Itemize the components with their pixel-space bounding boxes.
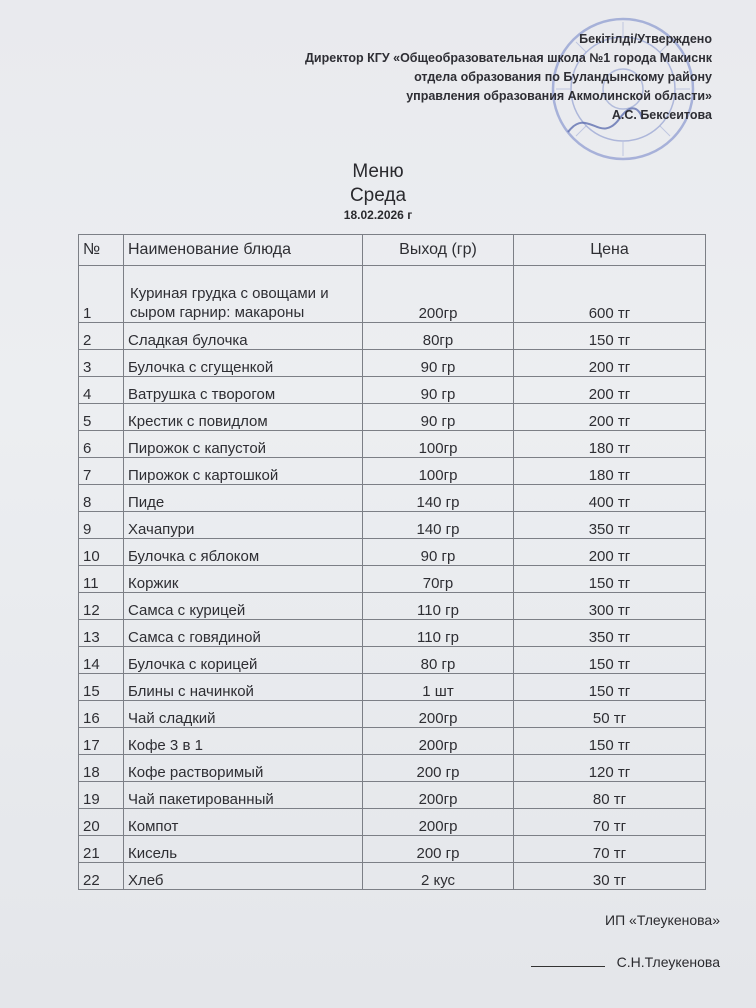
approval-block bbox=[305, 30, 712, 125]
row-number: 14 bbox=[79, 647, 124, 674]
price: 200 тг bbox=[514, 350, 706, 377]
price: 120 тг bbox=[514, 755, 706, 782]
price: 70 тг bbox=[514, 809, 706, 836]
dish-name: Хачапури bbox=[124, 512, 363, 539]
portion-size: 140 гр bbox=[363, 512, 514, 539]
dish-name: Кофе растворимый bbox=[124, 755, 363, 782]
column-header-portion: Выход (гр) bbox=[363, 235, 514, 266]
row-number: 5 bbox=[79, 404, 124, 431]
price: 50 тг bbox=[514, 701, 706, 728]
row-number: 7 bbox=[79, 458, 124, 485]
dish-name: Пирожок с картошкой bbox=[124, 458, 363, 485]
portion-size: 1 шт bbox=[363, 674, 514, 701]
dish-name: Коржик bbox=[124, 566, 363, 593]
table-row bbox=[79, 755, 706, 782]
portion-size: 110 гр bbox=[363, 593, 514, 620]
price: 80 тг bbox=[514, 782, 706, 809]
dish-name: Пиде bbox=[124, 485, 363, 512]
signature-name: С.Н.Тлеукенова bbox=[616, 954, 720, 970]
dish-name: Сладкая булочка bbox=[124, 323, 363, 350]
table-row bbox=[79, 512, 706, 539]
menu-title-block bbox=[0, 160, 756, 222]
row-number: 6 bbox=[79, 431, 124, 458]
department-line: отдела образования по Буландынскому району bbox=[414, 70, 712, 84]
table-row bbox=[79, 539, 706, 566]
dish-name: Булочка с яблоком bbox=[124, 539, 363, 566]
portion-size: 200гр bbox=[363, 809, 514, 836]
menu-table bbox=[78, 234, 706, 890]
dish-name: Кисель bbox=[124, 836, 363, 863]
price: 150 тг bbox=[514, 647, 706, 674]
table-row bbox=[79, 593, 706, 620]
director-name: А.С. Бексеитова bbox=[611, 108, 712, 122]
table-row bbox=[79, 431, 706, 458]
portion-size: 2 кус bbox=[363, 863, 514, 890]
portion-size: 70гр bbox=[363, 566, 514, 593]
table-row bbox=[79, 620, 706, 647]
signature-organization: ИП «Тлеукенова» bbox=[605, 912, 720, 928]
administration-line: управления образования Акмолинской области» bbox=[406, 89, 712, 103]
dish-name: Самса с говядиной bbox=[124, 620, 363, 647]
dish-name: Хлеб bbox=[124, 863, 363, 890]
price: 70 тг bbox=[514, 836, 706, 863]
signature-line bbox=[531, 954, 720, 970]
price: 200 тг bbox=[514, 404, 706, 431]
dish-name: Булочка с сгущенкой bbox=[124, 350, 363, 377]
portion-size: 200гр bbox=[363, 701, 514, 728]
price: 600 тг bbox=[514, 266, 706, 323]
menu-date: 18.02.2026 г bbox=[343, 208, 413, 222]
table-row bbox=[79, 323, 706, 350]
price: 200 тг bbox=[514, 377, 706, 404]
row-number: 11 bbox=[79, 566, 124, 593]
portion-size: 90 гр bbox=[363, 404, 514, 431]
row-number: 18 bbox=[79, 755, 124, 782]
portion-size: 90 гр bbox=[363, 539, 514, 566]
dish-name: Ватрушка с творогом bbox=[124, 377, 363, 404]
table-row bbox=[79, 377, 706, 404]
row-number: 2 bbox=[79, 323, 124, 350]
price: 150 тг bbox=[514, 323, 706, 350]
menu-title: Меню bbox=[352, 161, 404, 182]
price: 350 тг bbox=[514, 512, 706, 539]
director-line: Директор КГУ «Общеобразовательная школа №1 города Макиснк bbox=[305, 51, 712, 65]
row-number: 21 bbox=[79, 836, 124, 863]
row-number: 9 bbox=[79, 512, 124, 539]
signature-blank bbox=[531, 966, 605, 967]
portion-size: 110 гр bbox=[363, 620, 514, 647]
dish-name: Куриная грудка с овощами и сыром гарнир: макароны bbox=[124, 266, 363, 323]
menu-table-body bbox=[79, 266, 706, 890]
row-number: 4 bbox=[79, 377, 124, 404]
row-number: 15 bbox=[79, 674, 124, 701]
dish-name: Чай сладкий bbox=[124, 701, 363, 728]
dish-name: Самса с курицей bbox=[124, 593, 363, 620]
row-number: 17 bbox=[79, 728, 124, 755]
price: 150 тг bbox=[514, 566, 706, 593]
row-number: 16 bbox=[79, 701, 124, 728]
table-row bbox=[79, 485, 706, 512]
table-header-row bbox=[79, 235, 706, 266]
table-row bbox=[79, 674, 706, 701]
portion-size: 80 гр bbox=[363, 647, 514, 674]
table-row bbox=[79, 647, 706, 674]
dish-name: Компот bbox=[124, 809, 363, 836]
column-header-price: Цена bbox=[514, 235, 706, 266]
price: 300 тг bbox=[514, 593, 706, 620]
portion-size: 200 гр bbox=[363, 836, 514, 863]
menu-day: Среда bbox=[349, 185, 407, 206]
dish-name: Булочка с корицей bbox=[124, 647, 363, 674]
price: 180 тг bbox=[514, 431, 706, 458]
price: 180 тг bbox=[514, 458, 706, 485]
portion-size: 200 гр bbox=[363, 755, 514, 782]
dish-name: Пирожок с капустой bbox=[124, 431, 363, 458]
portion-size: 200гр bbox=[363, 728, 514, 755]
portion-size: 200гр bbox=[363, 782, 514, 809]
price: 350 тг bbox=[514, 620, 706, 647]
price: 30 тг bbox=[514, 863, 706, 890]
row-number: 22 bbox=[79, 863, 124, 890]
price: 150 тг bbox=[514, 728, 706, 755]
row-number: 8 bbox=[79, 485, 124, 512]
row-number: 1 bbox=[79, 266, 124, 323]
table-row bbox=[79, 566, 706, 593]
row-number: 19 bbox=[79, 782, 124, 809]
portion-size: 140 гр bbox=[363, 485, 514, 512]
row-number: 3 bbox=[79, 350, 124, 377]
price: 200 тг bbox=[514, 539, 706, 566]
table-row bbox=[79, 728, 706, 755]
table-row bbox=[79, 458, 706, 485]
table-row bbox=[79, 836, 706, 863]
portion-size: 90 гр bbox=[363, 377, 514, 404]
table-row bbox=[79, 809, 706, 836]
row-number: 12 bbox=[79, 593, 124, 620]
portion-size: 200гр bbox=[363, 266, 514, 323]
table-row bbox=[79, 404, 706, 431]
column-header-number: № bbox=[79, 235, 124, 266]
table-row bbox=[79, 782, 706, 809]
dish-name: Крестик с повидлом bbox=[124, 404, 363, 431]
table-row bbox=[79, 701, 706, 728]
price: 150 тг bbox=[514, 674, 706, 701]
portion-size: 90 гр bbox=[363, 350, 514, 377]
price: 400 тг bbox=[514, 485, 706, 512]
dish-name: Блины с начинкой bbox=[124, 674, 363, 701]
table-row bbox=[79, 266, 706, 323]
table-row bbox=[79, 863, 706, 890]
portion-size: 100гр bbox=[363, 431, 514, 458]
approval-title: Бекітілді/Утверждено bbox=[579, 32, 712, 46]
portion-size: 100гр bbox=[363, 458, 514, 485]
table-row bbox=[79, 350, 706, 377]
portion-size: 80гр bbox=[363, 323, 514, 350]
dish-name: Кофе 3 в 1 bbox=[124, 728, 363, 755]
column-header-dish: Наименование блюда bbox=[124, 235, 363, 266]
row-number: 10 bbox=[79, 539, 124, 566]
row-number: 20 bbox=[79, 809, 124, 836]
signature-block bbox=[531, 912, 720, 970]
dish-name: Чай пакетированный bbox=[124, 782, 363, 809]
row-number: 13 bbox=[79, 620, 124, 647]
